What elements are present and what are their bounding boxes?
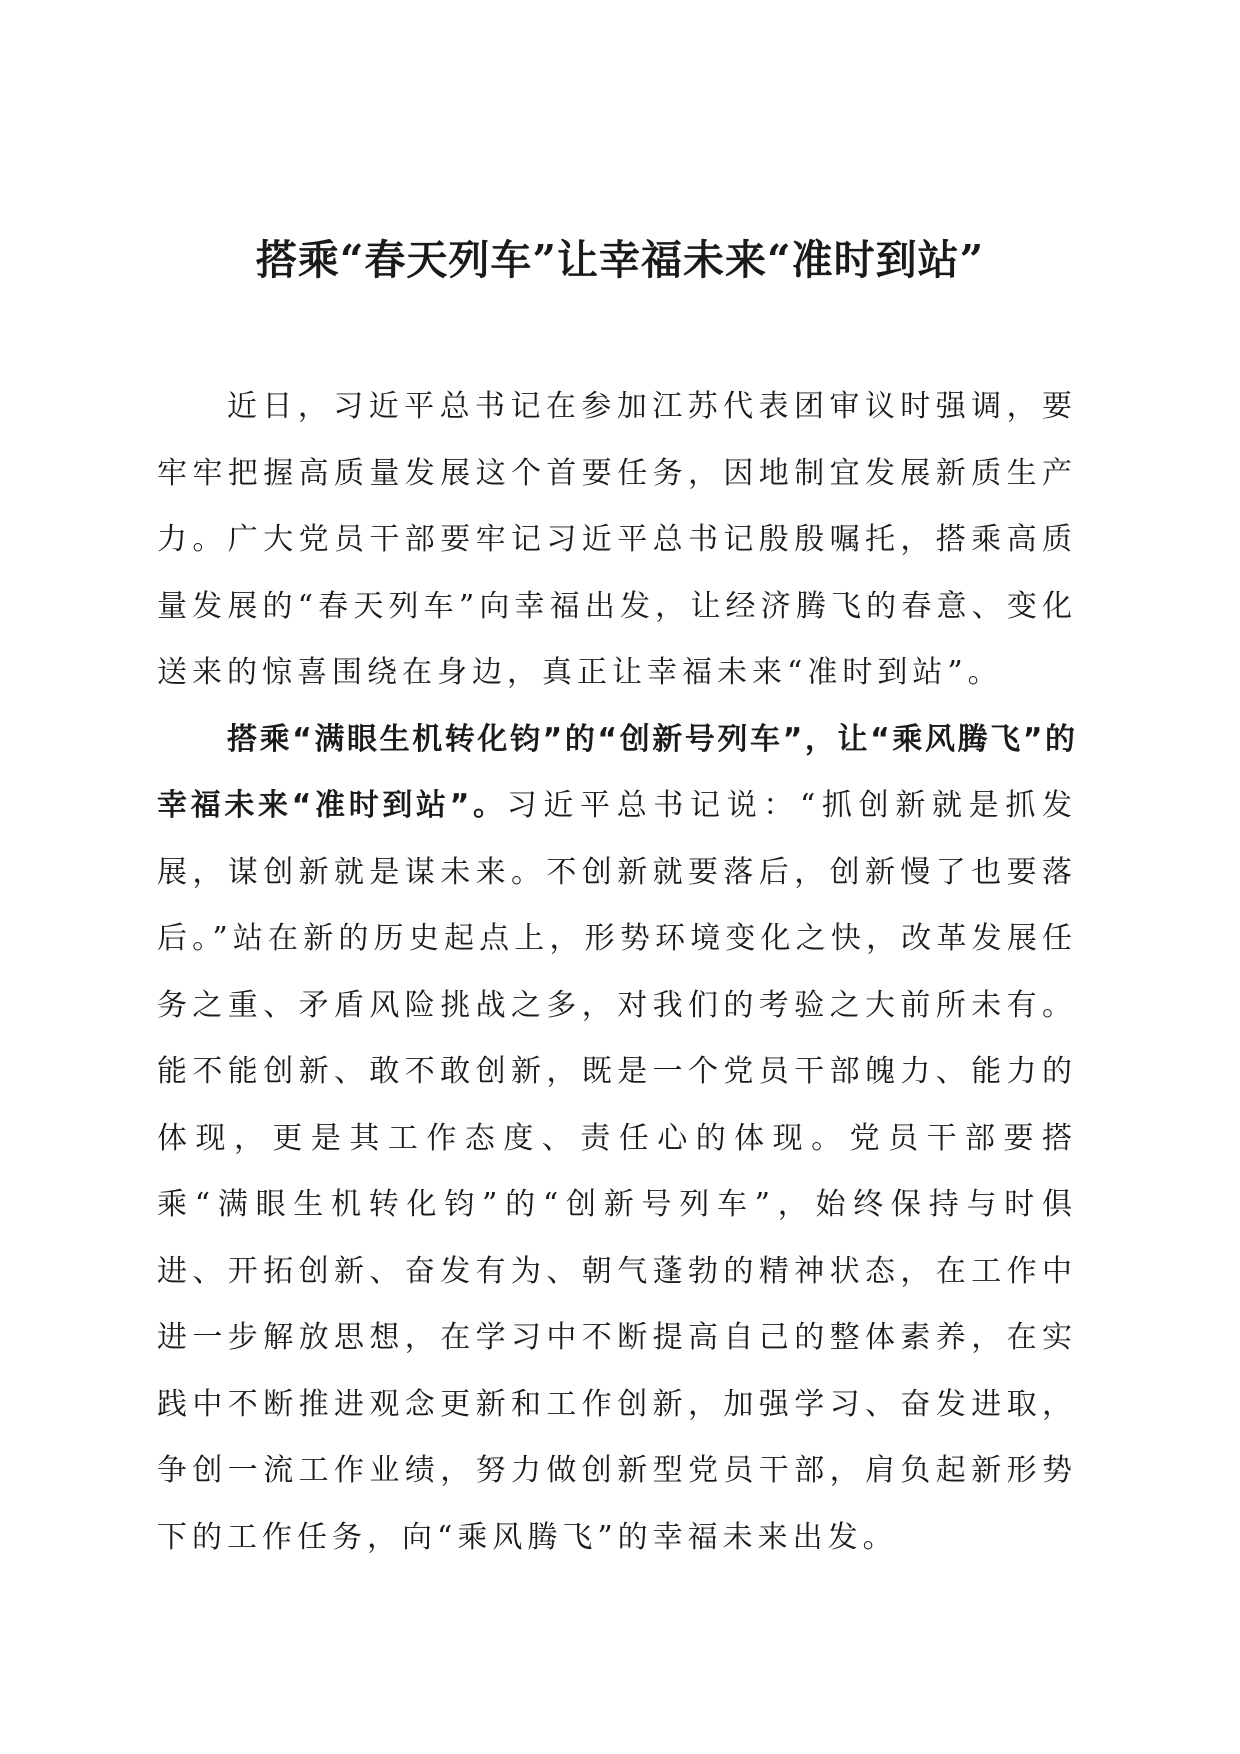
paragraph-1 [157,374,1077,707]
paragraph-2-lead-sentence: 搭乘“满眼生机转化钧”的“创新号列车”，让“乘风腾飞”的幸福未来“准时到站”。 [157,721,1077,823]
paragraph-2-text: 习近平总书记说：“抓创新就是抓发展，谋创新就是谋未来。不创新就要落后，创新慢了也要落后。”站在新的历史起点上，形势环境变化之快，改革发展任务之重、矛盾风险挑战之多，对我们的考验之大前所未有。能不能创新、敢不敢创新，既是一个党员干部魄力、能力的体现，更是其工作态度、责任心的体现。党员干部要搭乘“满眼生机转化钧”的“创新号列车”，始终保持与时俱进、开拓创新、奋发有为、朝气蓬勃的精神状态，在工作中进一步解放思想，在学习中不断提高自己的整体素养，在实践中不断推进观念更新和工作创新，加强学习、奋发进取，争创一流工作业绩，努力做创新型党员干部，肩负起新形势下的工作任务，向“乘风腾飞”的幸福未来出发。 [157,788,1077,1555]
document-title: 搭乘“春天列车”让幸福未来“准时到站” [255,236,985,284]
paragraph-1-text: 近日，习近平总书记在参加江苏代表团审议时强调，要牢牢把握高质量发展这个首要任务，因地制宜发展新质生产力。广大党员干部要牢记习近平总书记殷殷嘱托，搭乘高质量发展的“春天列车”向幸福出发，让经济腾飞的春意、变化送来的惊喜围绕在身边，真正让幸福未来“准时到站”。 [157,389,1077,690]
document-body [157,374,1077,1571]
paragraph-2 [157,707,1077,1572]
